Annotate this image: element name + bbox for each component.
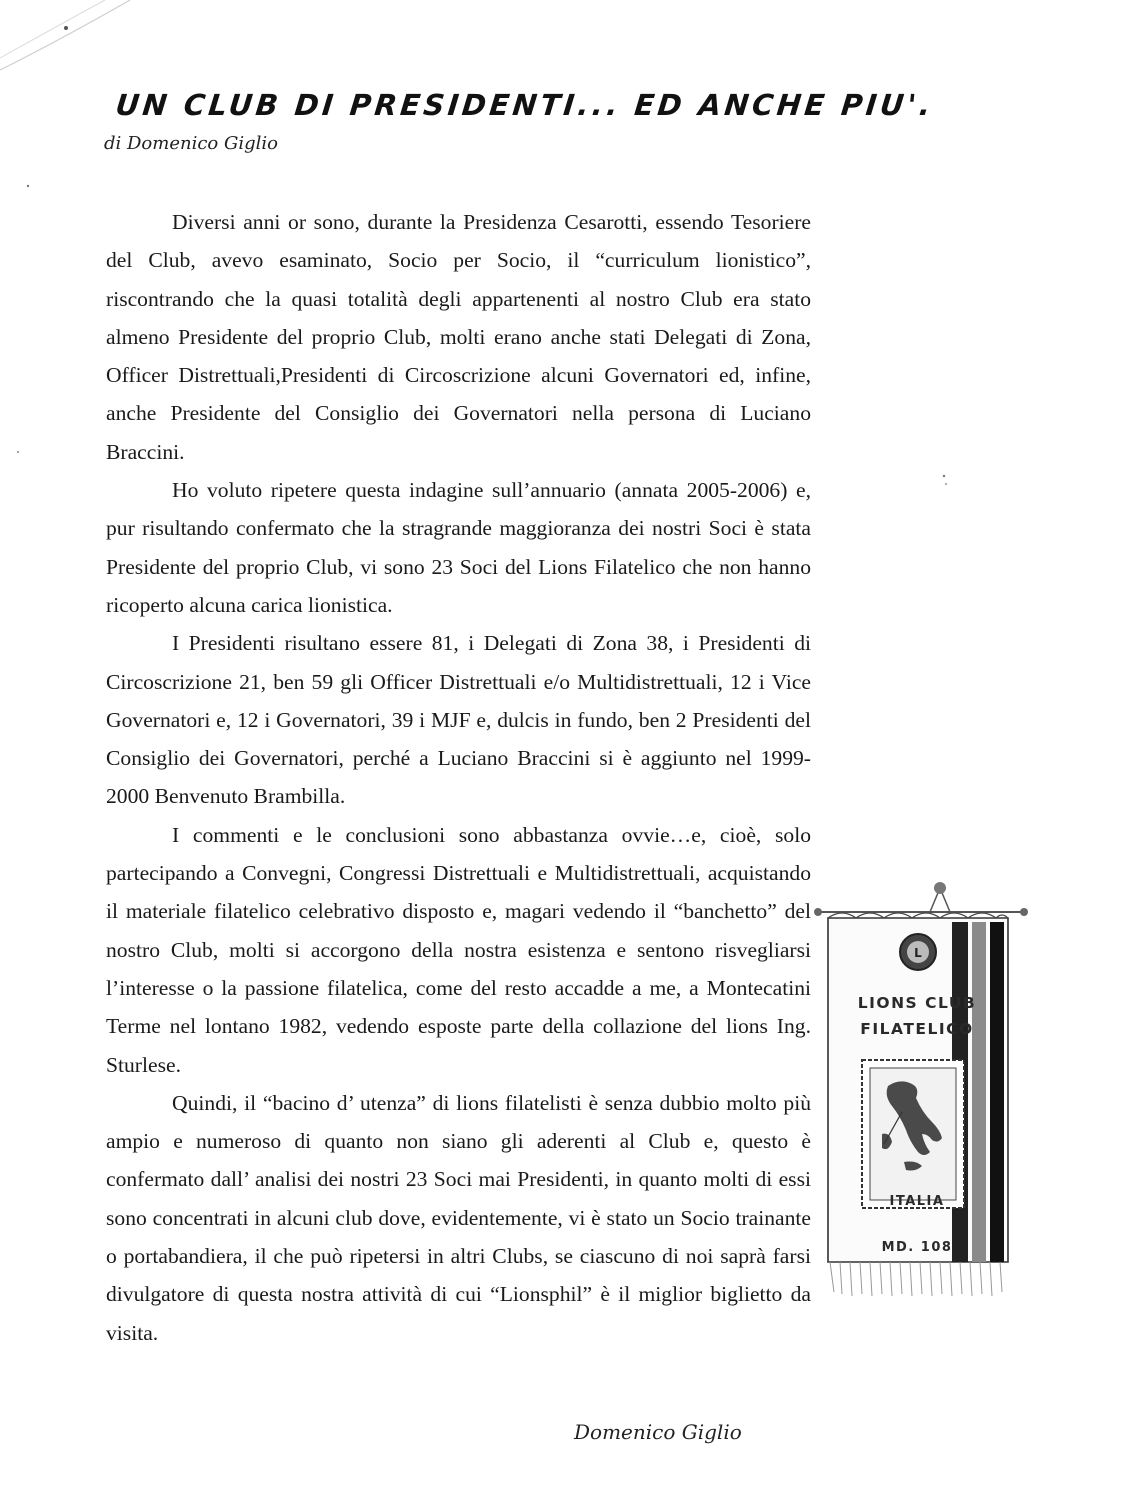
article-body bbox=[106, 203, 811, 1352]
svg-text:L: L bbox=[914, 946, 922, 960]
paragraph-1: Diversi anni or sono, durante la Presidenza Cesarotti, essendo Tesoriere del Club, avevo esaminato, Socio per Socio, il “curriculum lionistico”, riscontrando che la quasi totalità degli appartenenti al nostro Club era stato almeno Presidente del proprio Club, molti erano anche stati Delegati di Zona, Officer Distrettuali,Presidenti di Circoscrizione alcuni Governatori ed, infine, anche Presidente del Consiglio dei Governatori nella persona di Luciano Braccini. bbox=[106, 210, 811, 464]
article-title: UN CLUB DI PRESIDENTI... ED ANCHE PIU'. bbox=[114, 88, 936, 122]
paragraph-5: Quindi, il “bacino d’ utenza” di lions filatelisti è senza dubbio molto più ampio e numeroso di quanto non siano gli aderenti al Club e, questo è confermato dall’ analisi dei nostri 23 Soci mai Presidenti, in quanto molti di essi sono concentrati in alcuni club dove, evidentemente, vi è stato un Socio trainante o portabandiera, il che può ripetersi in altri Clubs, se ciascuno di noi saprà farsi divulgatore di questa nostra attività di cui “Lionsphil” è il miglior biglietto da visita. bbox=[106, 1090, 811, 1345]
pennant-line-lions-club: LIONS CLUB bbox=[857, 994, 977, 1012]
club-pennant-image bbox=[812, 872, 1030, 1306]
pennant-district: MD. 108 bbox=[881, 1240, 953, 1255]
pennant-stamp-label: ITALIA bbox=[889, 1194, 945, 1209]
pennant-line-filatelico: FILATELICO bbox=[860, 1020, 974, 1038]
paragraph-4: I commenti e le conclusioni sono abbastanza ovvie…e, cioè, solo partecipando a Convegni, Congressi Distrettuali e Multidistrettuali, acquistando il materiale filatelico celebrativo disposto e, magari vedendo il “banchetto” del nostro Club, molti si accorgono della nostra esistenza e sentono risvegliarsi l’interesse o la passione filatelica, come del resto accadde a me, a Montecatini Terme nel lontano 1982, vedendo esposte parte della collazione del lions Ing. Sturlese. bbox=[106, 822, 811, 1077]
author-byline: di Domenico Giglio bbox=[104, 133, 278, 154]
paragraph-2: Ho voluto ripetere questa indagine sull’annuario (annata 2005-2006) e, pur risultando confermato che la stragrande maggioranza dei nostri Soci è stata Presidente del proprio Club, vi sono 23 Soci del Lions Filatelico che non hanno ricoperto alcuna carica lionistica. bbox=[106, 478, 811, 617]
author-signature: Domenico Giglio bbox=[574, 1420, 742, 1444]
paragraph-3: I Presidenti risultano essere 81, i Delegati di Zona 38, i Presidenti di Circoscrizione 21, ben 59 gli Officer Distrettuali e/o Multidistrettuali, 12 i Vice Governatori e, 12 i Governatori, 39 i MJF e, dulcis in fundo, ben 2 Presidenti del Consiglio dei Governatori, perché a Luciano Braccini si è aggiunto nel 1999-2000 Benvenuto Brambilla. bbox=[106, 631, 811, 809]
lions-emblem-icon bbox=[900, 934, 936, 970]
